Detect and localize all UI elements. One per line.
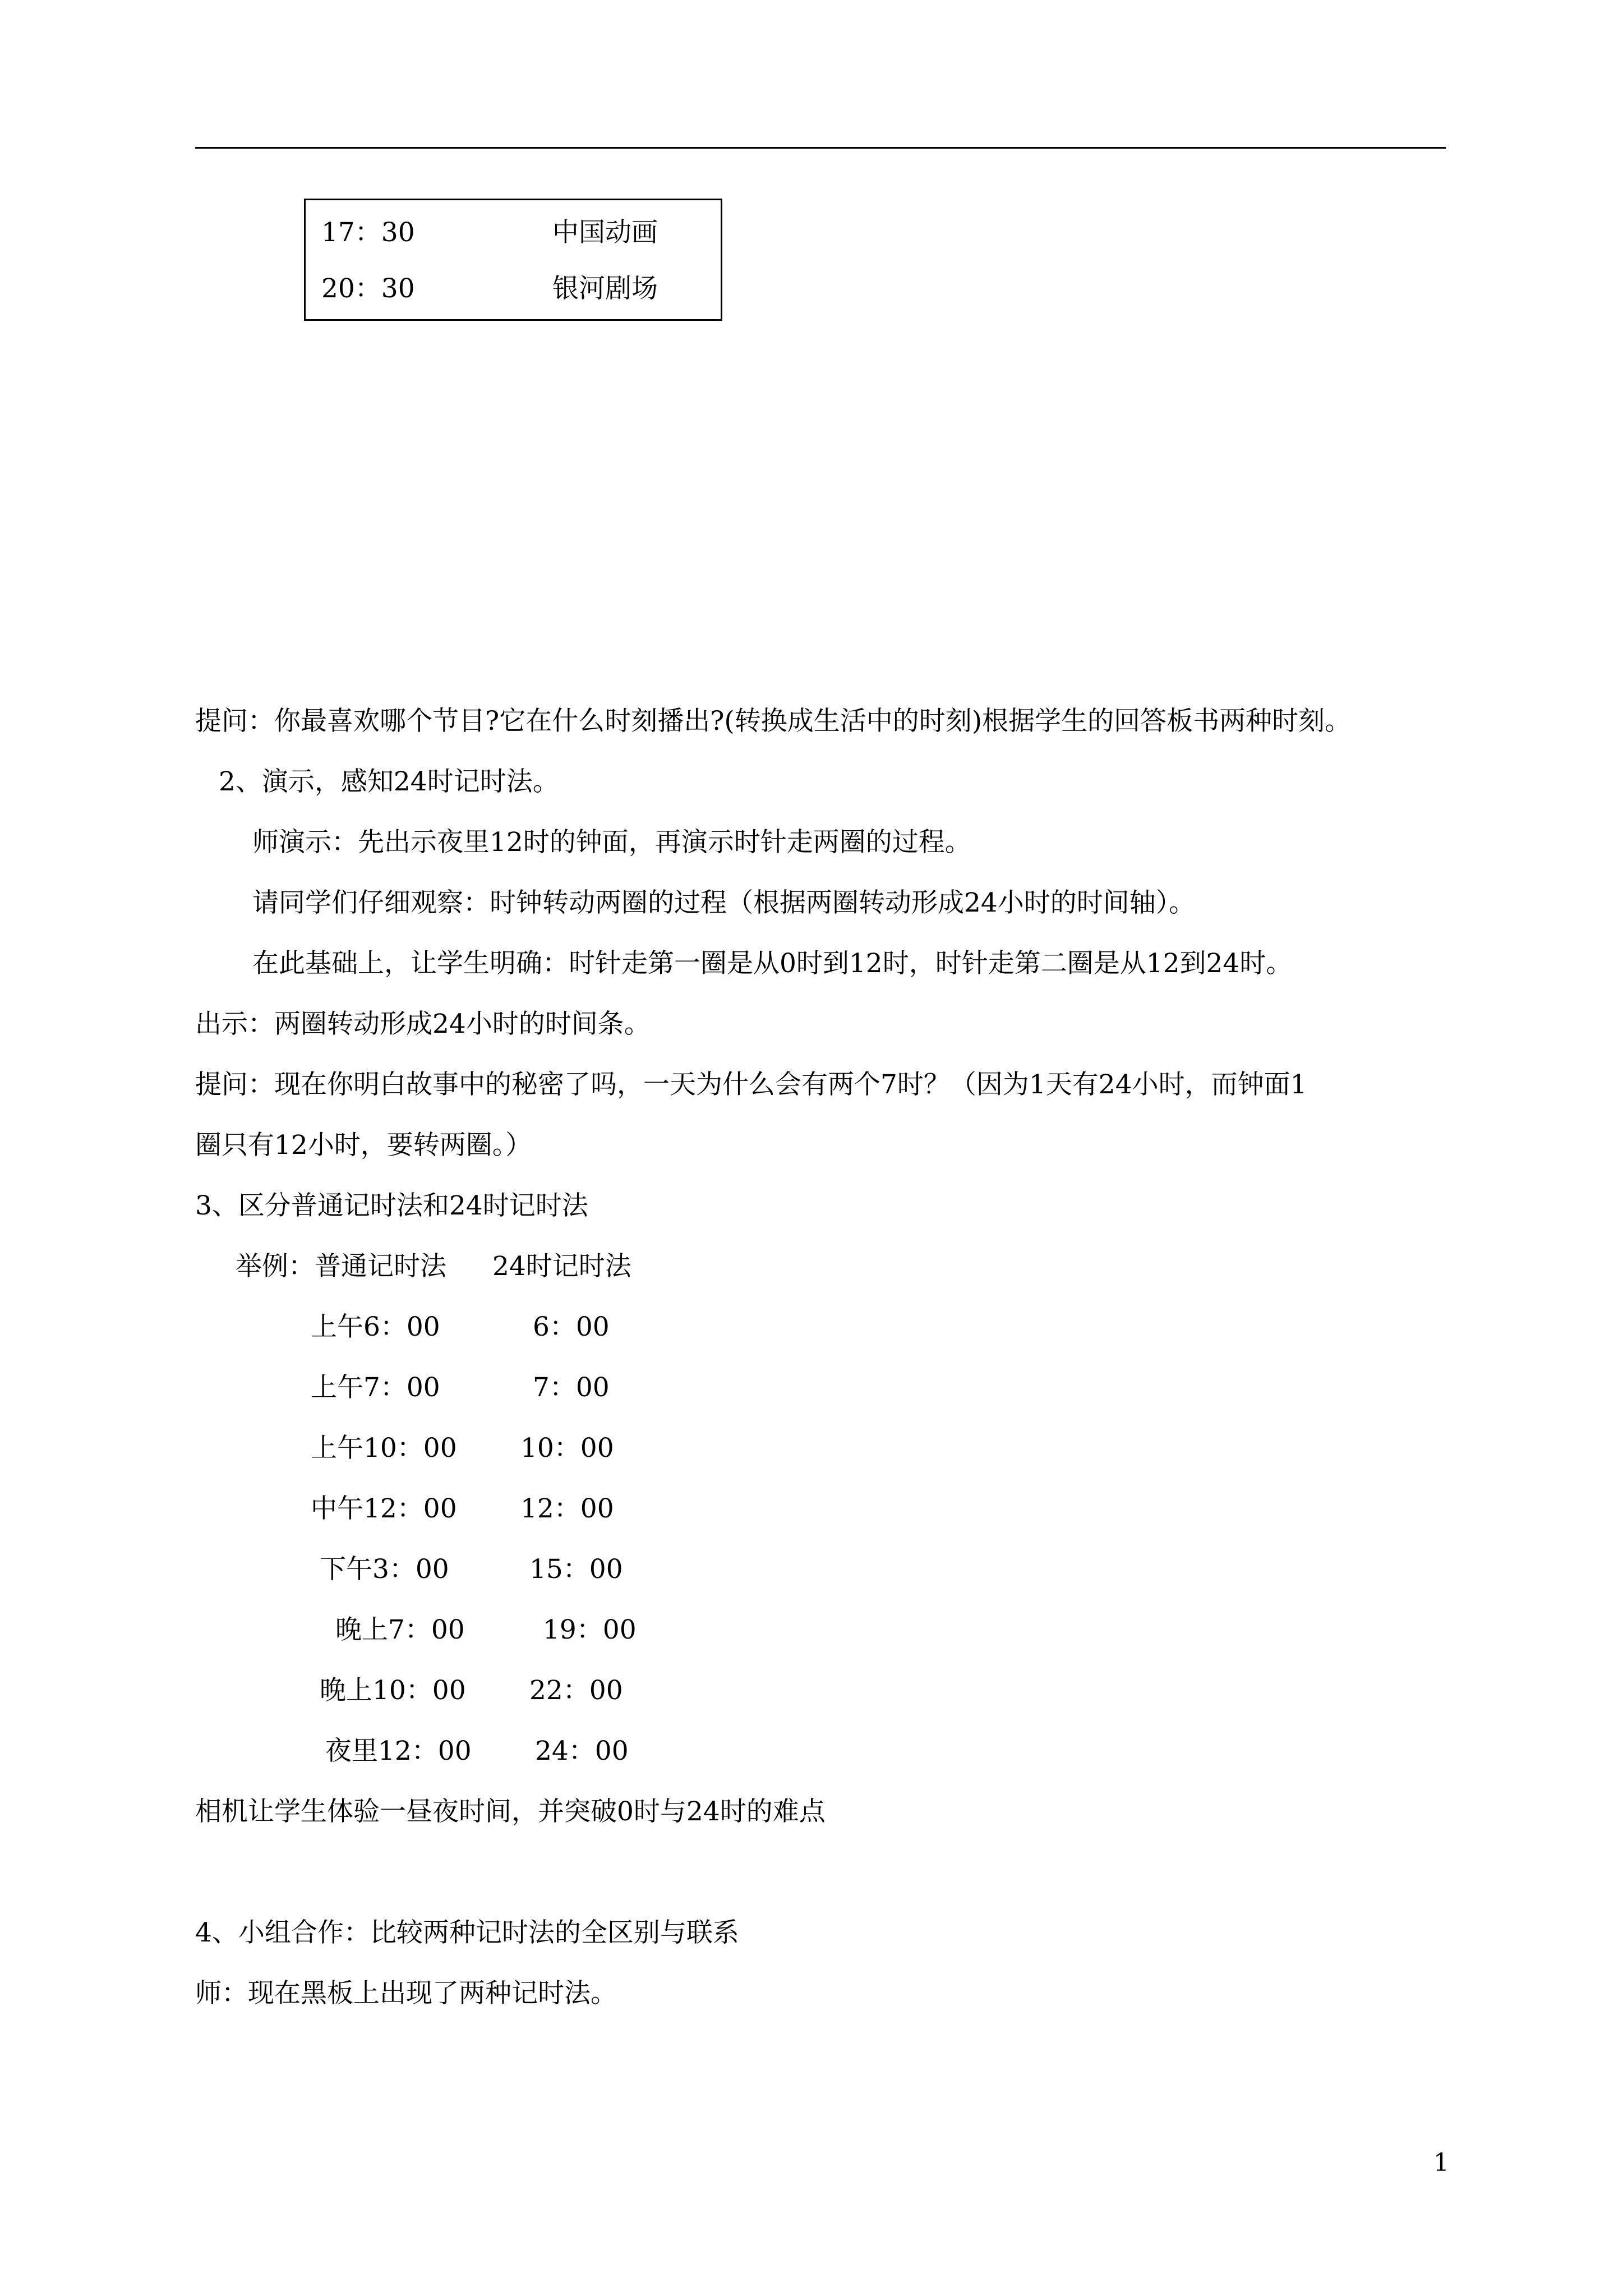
- comparison-header: [236, 1249, 631, 1284]
- schedule-time: 17：30: [321, 217, 415, 248]
- paragraph-teacher: 师：现在黑板上出现了两种记时法。: [195, 1978, 617, 2009]
- common-time: 上午7：00: [311, 1372, 440, 1403]
- common-time: 夜里12：00: [325, 1736, 472, 1766]
- paragraph-question-secret-line1: 提问：现在你明白故事中的秘密了吗，一天为什么会有两个7时？（因为1天有24小时，而钟面1: [195, 1069, 1307, 1100]
- common-time: 晚上10：00: [320, 1675, 466, 1706]
- paragraph-question-favorite: 提问：你最喜欢哪个节目?它在什么时刻播出?(转换成生活中的时刻)根据学生的回答板书两种时刻。: [195, 706, 1352, 737]
- paragraph-teacher-demo: 师演示：先出示夜里12时的钟面，再演示时针走两圈的过程。: [252, 827, 971, 858]
- common-time: 中午12：00: [311, 1493, 457, 1524]
- paragraph-basis: 在此基础上，让学生明确：时针走第一圈是从0时到12时，时针走第二圈是从12到24时。: [252, 948, 1293, 979]
- h24-time: 10：00: [520, 1433, 614, 1464]
- schedule-time: 20：30: [321, 273, 415, 304]
- section-heading-group-work: 4、小组合作：比较两种记时法的全区别与联系: [195, 1917, 739, 1948]
- paragraph-question-secret-line2: 圈只有12小时，要转两圈。）: [195, 1130, 532, 1161]
- common-time: 下午3：00: [320, 1554, 449, 1585]
- common-time: 晚上7：00: [335, 1614, 465, 1645]
- h24-time: 22：00: [529, 1675, 623, 1706]
- section-heading-demo: 2、演示，感知24时记时法。: [219, 766, 559, 797]
- h24-time: 12：00: [520, 1493, 614, 1524]
- comparison-header-24h: 24时记时法: [492, 1251, 631, 1282]
- h24-time: 19：00: [543, 1614, 637, 1645]
- schedule-program: 中国动画: [552, 217, 658, 248]
- paragraph-camera: 相机让学生体验一昼夜时间，并突破0时与24时的难点: [195, 1796, 826, 1827]
- h24-time: 15：00: [529, 1554, 623, 1585]
- h24-time: 7：00: [533, 1372, 610, 1403]
- tv-schedule-box: [304, 199, 722, 321]
- h24-time: 24：00: [535, 1736, 629, 1766]
- paragraph-show-timebar: 出示：两圈转动形成24小时的时间条。: [195, 1009, 651, 1039]
- common-time: 上午6：00: [311, 1312, 440, 1342]
- header-rule: [195, 147, 1446, 149]
- comparison-label: 举例：: [236, 1251, 315, 1282]
- common-time: 上午10：00: [311, 1433, 457, 1464]
- page-number: 1: [1433, 2148, 1449, 2177]
- paragraph-observe: 请同学们仔细观察：时钟转动两圈的过程（根据两圈转动形成24小时的时间轴）。: [252, 887, 1196, 918]
- schedule-program: 银河剧场: [552, 273, 658, 304]
- comparison-header-common: 普通记时法: [315, 1251, 446, 1282]
- section-heading-compare: 3、区分普通记时法和24时记时法: [195, 1190, 588, 1221]
- h24-time: 6：00: [533, 1312, 610, 1342]
